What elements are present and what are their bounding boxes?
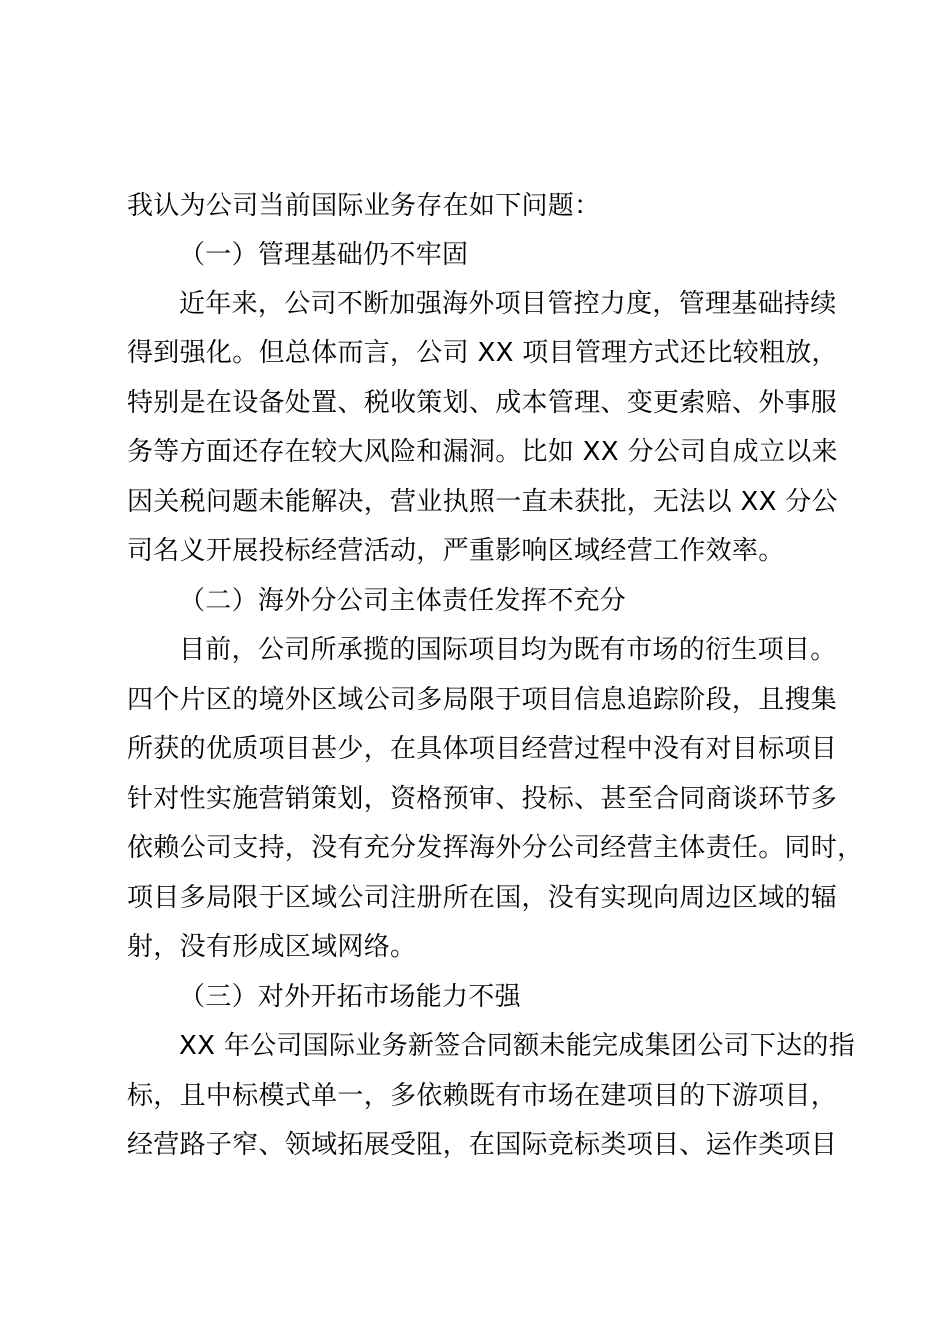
paragraph-line: 近年来，公司不断加强海外项目管控力度，管理基础持续 (179, 289, 837, 319)
intro-sentence: 我认为公司当前国际业务存在如下问题： (127, 191, 601, 221)
paragraph-line: 四个片区的境外区域公司多局限于项目信息追踪阶段，且搜集 (127, 685, 838, 715)
section-heading-3: （三）对外开拓市场能力不强 (179, 982, 521, 1012)
paragraph-line: 司名义开展投标经营活动，严重影响区域经营工作效率。 (127, 536, 785, 566)
paragraph-line: 经营路子窄、领域拓展受阻，在国际竞标类项目、运作类项目 (127, 1130, 838, 1160)
paragraph-line: 所获的优质项目甚少，在具体项目经营过程中没有对目标项目 (127, 734, 838, 764)
paragraph-line: 务等方面还存在较大风险和漏洞。比如 XX 分公司自成立以来 (127, 437, 838, 467)
section-heading-1: （一）管理基础仍不牢固 (179, 240, 469, 270)
paragraph-line: 目前，公司所承揽的国际项目均为既有市场的衍生项目。 (179, 635, 837, 665)
paragraph-line: 因关税问题未能解决，营业执照一直未获批，无法以 XX 分公 (127, 487, 838, 517)
paragraph-line: 射，没有形成区域网络。 (127, 932, 417, 962)
paragraph-line: XX 年公司国际业务新签合同额未能完成集团公司下达的指 (179, 1031, 855, 1061)
paragraph-line: 标，且中标模式单一，多依赖既有市场在建项目的下游项目， (127, 1081, 838, 1111)
paragraph-line: 项目多局限于区域公司注册所在国，没有实现向周边区域的辐 (127, 883, 838, 913)
section-heading-2: （二）海外分公司主体责任发挥不充分 (179, 586, 627, 616)
paragraph-line: 特别是在设备处置、税收策划、成本管理、变更索赔、外事服 (127, 388, 838, 418)
paragraph-line: 得到强化。但总体而言，公司 XX 项目管理方式还比较粗放， (127, 338, 838, 368)
paragraph-line: 依赖公司支持，没有充分发挥海外分公司经营主体责任。同时， (127, 833, 864, 863)
paragraph-line: 针对性实施营销策划，资格预审、投标、甚至合同商谈环节多 (127, 784, 838, 814)
